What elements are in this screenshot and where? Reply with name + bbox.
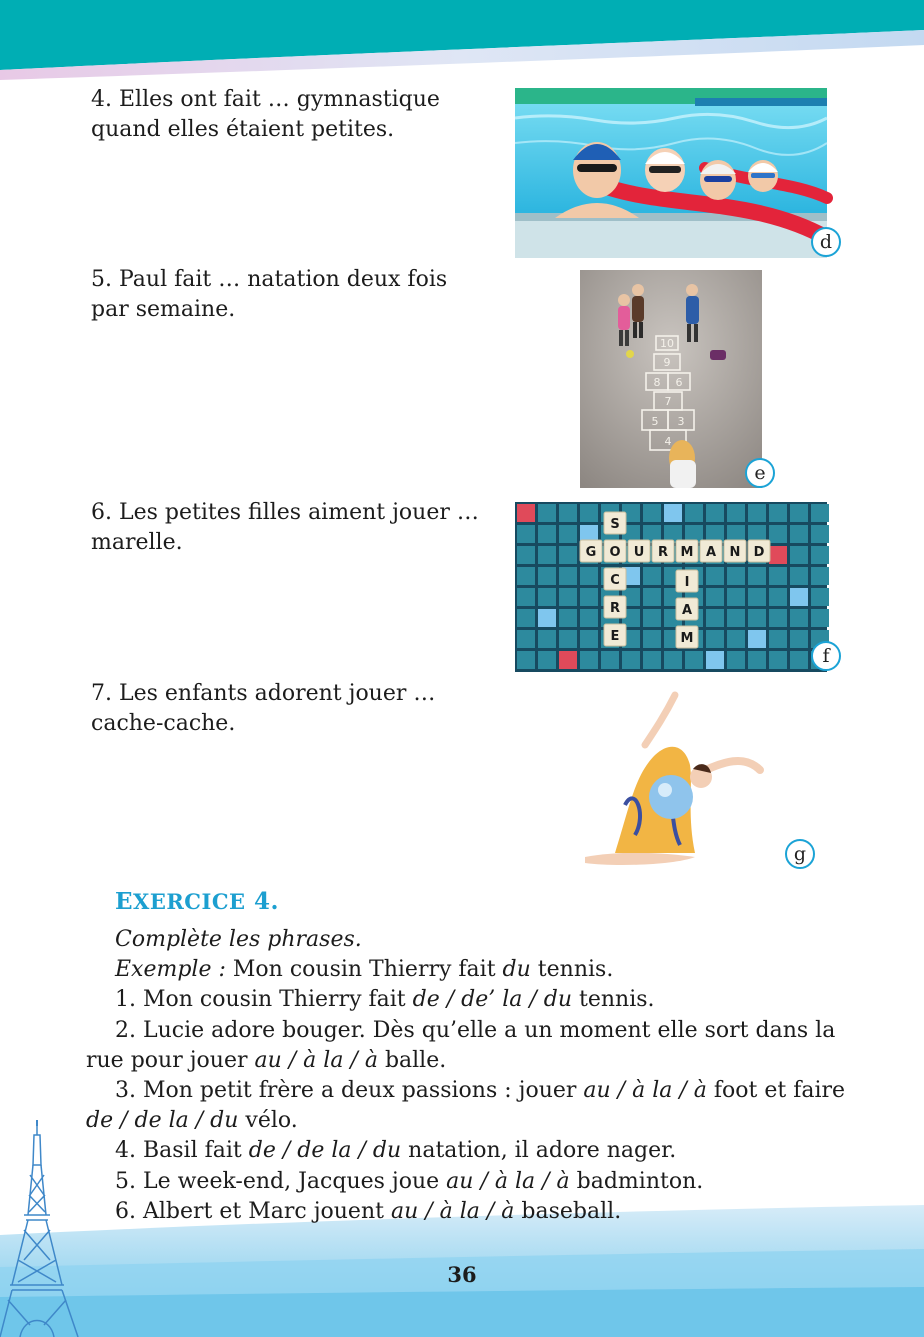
item-choices: au / à la / à — [254, 1047, 378, 1073]
scrabble-cell — [706, 630, 724, 648]
scrabble-tile — [676, 570, 698, 592]
item-text: 5. Le week-end, Jacques joue — [115, 1168, 447, 1194]
scrabble-cell — [559, 525, 577, 543]
exercise-body — [86, 925, 856, 1227]
exercise-item-4 — [86, 1136, 856, 1166]
exercise-title-cap: E — [115, 888, 134, 915]
hopscotch-number: 6 — [675, 376, 683, 389]
scrabble-cell — [790, 504, 808, 522]
scrabble-cell — [706, 504, 724, 522]
scrabble-cell — [706, 651, 724, 669]
scrabble-tile — [748, 540, 770, 562]
photo-hopscotch — [580, 270, 766, 488]
scrabble-cell — [727, 588, 745, 606]
scrabble-cell — [517, 546, 535, 564]
page-number: 36 — [447, 1262, 477, 1287]
scrabble-cell — [538, 567, 556, 585]
item-choices: de / de la / du — [248, 1138, 402, 1164]
scrabble-cell — [643, 504, 661, 522]
scrabble-tile — [604, 540, 626, 562]
item-text: vélo. — [238, 1108, 298, 1134]
scrabble-cell — [748, 504, 766, 522]
scrabble-tile — [676, 626, 698, 648]
scrabble-cell — [769, 567, 787, 585]
question-5 — [91, 265, 491, 325]
item-text: tennis. — [572, 987, 655, 1013]
question-5-line1: 5. Paul fait … natation deux fois — [91, 267, 448, 292]
scrabble-cell — [517, 588, 535, 606]
scrabble-cell — [559, 630, 577, 648]
scrabble-cell — [559, 609, 577, 627]
svg-text:D: D — [753, 545, 765, 560]
scrabble-cell — [790, 651, 808, 669]
hopscotch-number: 5 — [651, 415, 659, 428]
example-part: Mon cousin Thierry fait — [225, 957, 503, 983]
exercise-item-6 — [86, 1197, 856, 1227]
scrabble-cell — [538, 525, 556, 543]
photo-label-g: g — [785, 839, 815, 869]
scrabble-cell — [643, 651, 661, 669]
exercise-title-rest: XERCICE — [133, 889, 246, 914]
scrabble-cell — [727, 567, 745, 585]
scrabble-cell — [643, 588, 661, 606]
scrabble-cell — [580, 504, 598, 522]
hopscotch-number: 9 — [663, 356, 671, 369]
exercise-item-1 — [86, 985, 856, 1015]
example-label: Exemple : — [115, 957, 226, 983]
scrabble-cell — [727, 630, 745, 648]
svg-text:A: A — [705, 545, 717, 560]
svg-text:M: M — [680, 631, 694, 646]
scrabble-cell — [706, 567, 724, 585]
scrabble-cell — [559, 588, 577, 606]
scrabble-cell — [538, 588, 556, 606]
question-6-line2: marelle. — [91, 530, 183, 555]
question-4 — [91, 85, 491, 145]
question-6-line1: 6. Les petites filles aiment jouer … — [91, 500, 479, 525]
scrabble-cell — [748, 567, 766, 585]
svg-text:O: O — [609, 545, 621, 560]
question-7-line1: 7. Les enfants adorent jouer … — [91, 681, 436, 706]
scrabble-cell — [517, 567, 535, 585]
item-text: foot et faire — [706, 1078, 846, 1104]
photo-rhythmic-gymnast — [575, 685, 807, 870]
item-choices: de / de’ la / du — [412, 987, 573, 1013]
item-text: 1. Mon cousin Thierry fait — [115, 987, 413, 1013]
svg-text:M: M — [680, 545, 694, 560]
scrabble-cell — [727, 609, 745, 627]
eiffel-tower-icon — [0, 1120, 80, 1337]
question-7 — [91, 679, 491, 739]
scrabble-tile — [604, 596, 626, 618]
question-6 — [91, 498, 491, 558]
item-text: balle. — [377, 1047, 447, 1073]
svg-text:N: N — [729, 545, 741, 560]
exercise-instruction — [86, 925, 856, 955]
scrabble-cell — [580, 567, 598, 585]
scrabble-cell — [790, 588, 808, 606]
scrabble-tile — [604, 568, 626, 590]
scrabble-cell — [769, 546, 787, 564]
scrabble-cell — [706, 588, 724, 606]
scrabble-cell — [727, 651, 745, 669]
scrabble-cell — [622, 651, 640, 669]
scrabble-cell — [580, 588, 598, 606]
scrabble-cell — [580, 651, 598, 669]
scrabble-cell — [538, 546, 556, 564]
svg-text:S: S — [610, 517, 620, 532]
scrabble-cell — [559, 567, 577, 585]
item-text: 4. Basil fait — [115, 1138, 249, 1164]
scrabble-cell — [769, 588, 787, 606]
item-choices: au / à la / à — [446, 1168, 570, 1194]
header-band — [0, 0, 924, 80]
scrabble-cell — [769, 630, 787, 648]
hopscotch-number: 7 — [664, 395, 672, 408]
question-7-line2: cache-cache. — [91, 711, 236, 736]
scrabble-cell — [706, 609, 724, 627]
photo-label-d: d — [811, 227, 841, 257]
item-choices: au / à la / à — [583, 1078, 707, 1104]
question-5-line2: par semaine. — [91, 297, 236, 322]
svg-text:R: R — [609, 601, 621, 616]
scrabble-cell — [811, 504, 829, 522]
scrabble-cell — [538, 609, 556, 627]
scrabble-cell — [601, 651, 619, 669]
scrabble-cell — [790, 567, 808, 585]
item-text: 2. Lucie adore bouger. Dès qu’elle a un moment elle sort dans la rue pour jouer — [86, 1017, 836, 1073]
hopscotch-number: 4 — [664, 435, 672, 448]
scrabble-cell — [811, 525, 829, 543]
scrabble-cell — [517, 504, 535, 522]
svg-text:R: R — [657, 545, 669, 560]
exercise-item-2 — [86, 1016, 856, 1076]
item-text: 6. Albert et Marc jouent — [115, 1198, 391, 1224]
scrabble-tile — [676, 540, 698, 562]
hopscotch-number: 8 — [653, 376, 661, 389]
scrabble-cell — [769, 651, 787, 669]
scrabble-cell — [643, 567, 661, 585]
exercise-item-3 — [86, 1076, 856, 1136]
scrabble-cell — [790, 609, 808, 627]
scrabble-tile — [724, 540, 746, 562]
scrabble-cell — [517, 630, 535, 648]
photo-label-f: f — [811, 641, 841, 671]
scrabble-cell — [811, 546, 829, 564]
scrabble-cell — [811, 588, 829, 606]
hopscotch-number: 3 — [677, 415, 685, 428]
scrabble-cell — [790, 525, 808, 543]
scrabble-cell — [685, 504, 703, 522]
scrabble-tile — [604, 624, 626, 646]
scrabble-tile — [676, 598, 698, 620]
svg-text:I: I — [684, 575, 690, 590]
scrabble-tile — [604, 512, 626, 534]
svg-text:C: C — [610, 573, 620, 588]
scrabble-tile — [700, 540, 722, 562]
scrabble-cell — [517, 525, 535, 543]
svg-text:G: G — [585, 545, 597, 560]
example-answer: du — [502, 957, 531, 983]
exercise-title-num: 4. — [245, 888, 280, 915]
svg-text:A: A — [681, 603, 693, 618]
scrabble-cell — [559, 504, 577, 522]
scrabble-tile — [628, 540, 650, 562]
scrabble-cell — [580, 630, 598, 648]
instruction-text: Complète les phrases. — [115, 927, 362, 952]
scrabble-cell — [538, 504, 556, 522]
svg-text:E: E — [610, 629, 620, 644]
scrabble-cell — [811, 567, 829, 585]
scrabble-cell — [559, 546, 577, 564]
item-choices: de / de la / du — [86, 1108, 239, 1134]
item-text: natation, il adore nager. — [401, 1138, 677, 1164]
scrabble-cell — [790, 630, 808, 648]
scrabble-cell — [769, 525, 787, 543]
scrabble-cell — [643, 630, 661, 648]
scrabble-cell — [748, 588, 766, 606]
scrabble-cell — [664, 651, 682, 669]
photo-scrabble — [515, 502, 830, 672]
question-4-line1: 4. Elles ont fait … gymnastique — [91, 87, 440, 112]
example-part: tennis. — [530, 957, 614, 983]
scrabble-cell — [685, 651, 703, 669]
question-4-line2: quand elles étaient petites. — [91, 117, 395, 142]
item-text: badminton. — [569, 1168, 704, 1194]
scrabble-cell — [811, 609, 829, 627]
scrabble-tile — [652, 540, 674, 562]
scrabble-cell — [580, 609, 598, 627]
scrabble-cell — [748, 651, 766, 669]
scrabble-tile — [580, 540, 602, 562]
scrabble-cell — [769, 609, 787, 627]
scrabble-cell — [748, 630, 766, 648]
item-text: baseball. — [514, 1198, 622, 1224]
scrabble-cell — [643, 609, 661, 627]
scrabble-cell — [727, 504, 745, 522]
svg-text:U: U — [633, 545, 645, 560]
scrabble-cell — [769, 504, 787, 522]
hopscotch-number: 10 — [660, 337, 674, 350]
scrabble-cell — [517, 651, 535, 669]
photo-label-e: e — [745, 458, 775, 488]
scrabble-cell — [538, 651, 556, 669]
item-text: 3. Mon petit frère a deux passions : jouer — [115, 1078, 584, 1104]
photo-swimming-kids — [515, 88, 833, 258]
exercise-item-5 — [86, 1167, 856, 1197]
scrabble-cell — [517, 609, 535, 627]
scrabble-cell — [664, 504, 682, 522]
item-choices: au / à la / à — [390, 1198, 515, 1224]
scrabble-cell — [538, 630, 556, 648]
scrabble-cell — [559, 651, 577, 669]
exercise-title — [115, 888, 279, 915]
scrabble-cell — [748, 609, 766, 627]
exercise-example — [86, 955, 856, 985]
scrabble-cell — [790, 546, 808, 564]
